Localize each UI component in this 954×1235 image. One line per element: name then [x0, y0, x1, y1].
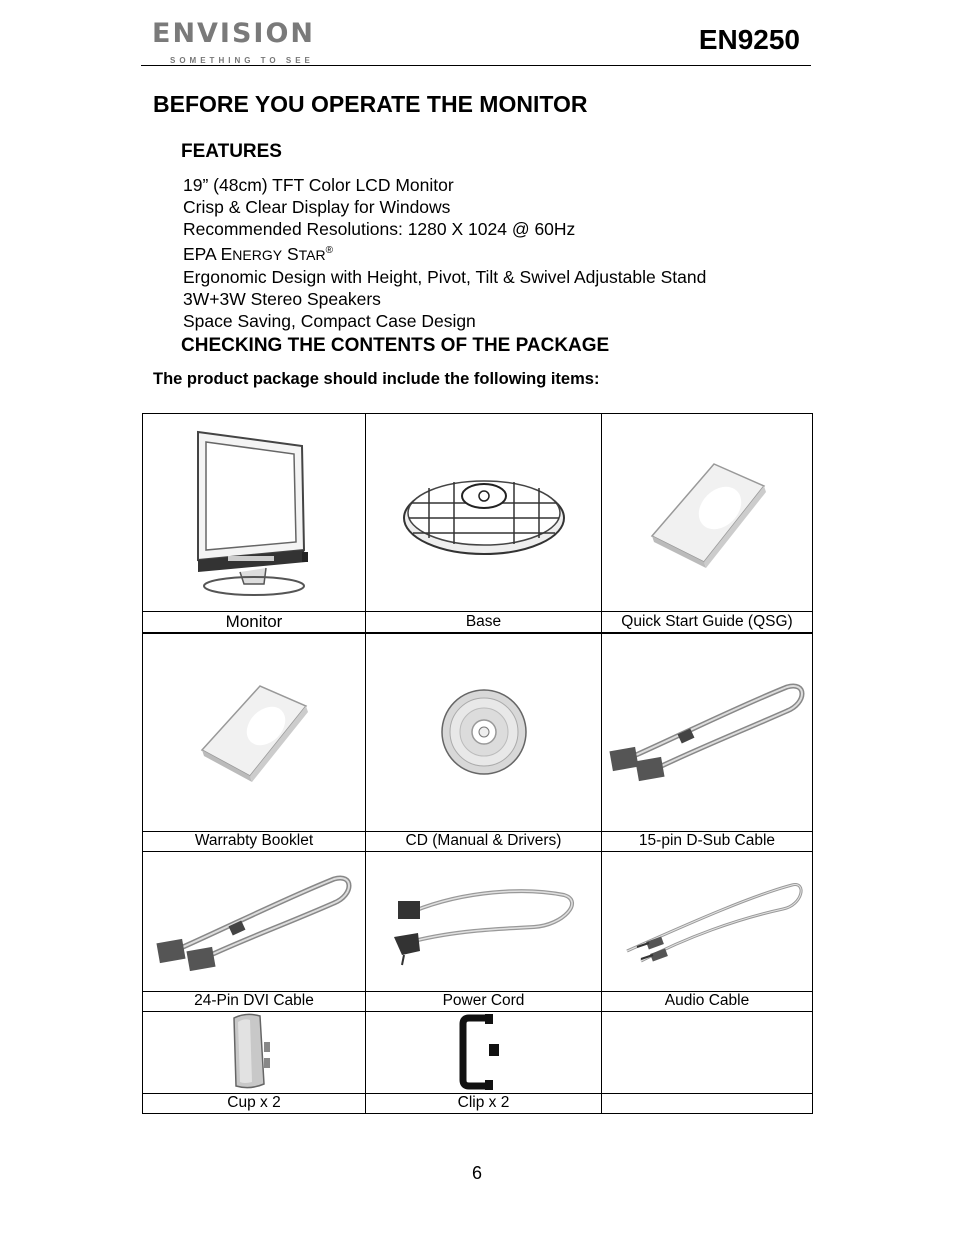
- audio-cable-image-cell: [602, 851, 813, 991]
- monitor-image-cell: [143, 414, 366, 612]
- empty-cell: [602, 1011, 813, 1093]
- page-title: BEFORE YOU OPERATE THE MONITOR: [153, 91, 588, 117]
- item-label: Quick Start Guide (QSG): [602, 612, 813, 634]
- feature-item-energy-star: EPA ENERGY STAR®: [183, 244, 333, 265]
- package-intro: The product package should include the following items:: [153, 370, 600, 388]
- item-label: Monitor: [143, 612, 366, 634]
- booklet-image-cell: [143, 633, 366, 831]
- clip-icon: [459, 1012, 509, 1092]
- base-image-cell: [366, 414, 602, 612]
- feature-item: 19” (48cm) TFT Color LCD Monitor: [183, 175, 454, 195]
- feature-item: 3W+3W Stereo Speakers: [183, 288, 381, 309]
- item-label: Clip x 2: [366, 1093, 602, 1113]
- item-label: Cup x 2: [143, 1093, 366, 1113]
- feature-item: Recommended Resolutions: 1280 X 1024 @ 60Hz: [183, 218, 576, 239]
- dvi-cable-icon: [154, 871, 354, 971]
- item-label: Audio Cable: [602, 991, 813, 1011]
- guide-icon: [642, 458, 772, 568]
- item-label: Power Cord: [366, 991, 602, 1011]
- feature-item: Crisp & Clear Display for Windows: [183, 196, 451, 217]
- empty-label-cell: [602, 1093, 813, 1113]
- item-label: CD (Manual & Drivers): [366, 831, 602, 851]
- clip-image-cell: [366, 1011, 602, 1093]
- guide-image-cell: [602, 414, 813, 612]
- cd-icon: [439, 687, 529, 777]
- features-list: [183, 175, 706, 332]
- page-number: 6: [471, 1163, 482, 1183]
- header-divider: [141, 65, 811, 66]
- power-cord-icon: [384, 871, 584, 971]
- item-label: Base: [366, 612, 602, 634]
- model-number: EN9250: [698, 24, 800, 55]
- cup-icon: [224, 1012, 284, 1092]
- feature-item: Space Saving, Compact Case Design: [183, 310, 476, 331]
- features-heading: FEATURES: [181, 141, 282, 162]
- item-label: 15-pin D-Sub Cable: [602, 831, 813, 851]
- item-label: Warrabty Booklet: [143, 831, 366, 851]
- feature-item: Ergonomic Design with Height, Pivot, Tilt & Swivel Adjustable Stand: [183, 267, 707, 288]
- envision-logo: [150, 18, 345, 66]
- dsub-cable-icon: [607, 677, 807, 787]
- item-label: 24-Pin DVI Cable: [143, 991, 366, 1011]
- audio-cable-icon: [607, 871, 807, 971]
- package-heading: CHECKING THE CONTENTS OF THE PACKAGE: [181, 335, 610, 356]
- package-contents-table: [142, 413, 813, 1114]
- dvi-image-cell: [143, 851, 366, 991]
- power-cord-image-cell: [366, 851, 602, 991]
- logo-wordmark: ENVISION: [152, 18, 316, 49]
- base-icon: [399, 468, 569, 558]
- dsub-image-cell: [602, 633, 813, 831]
- monitor-icon: [184, 428, 324, 598]
- cup-image-cell: [143, 1011, 366, 1093]
- cd-image-cell: [366, 633, 602, 831]
- logo-tagline: SOMETHING TO SEE: [170, 56, 314, 65]
- booklet-icon: [194, 682, 314, 782]
